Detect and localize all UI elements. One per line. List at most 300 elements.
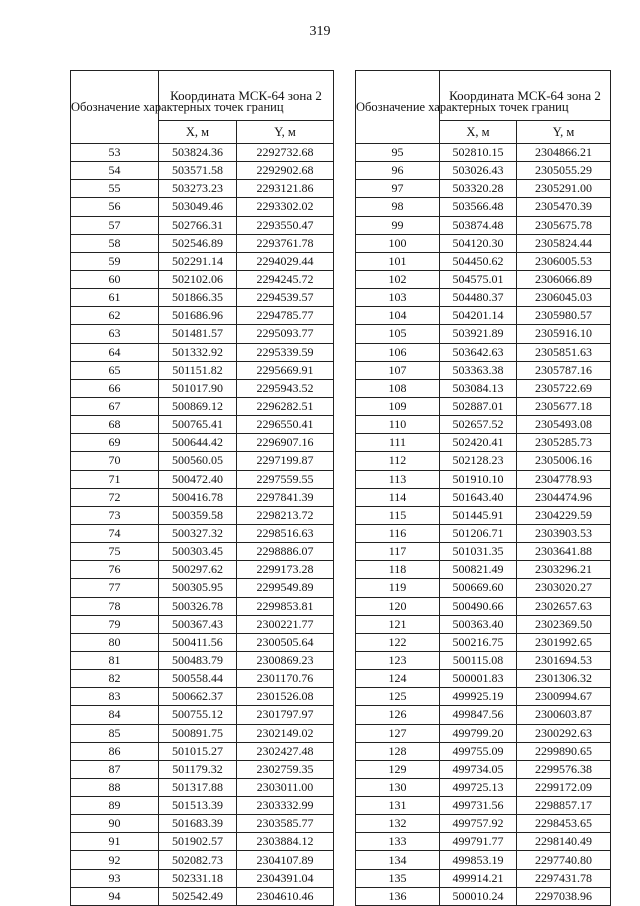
x-value: 501445.91: [440, 506, 517, 524]
table-row: [71, 633, 334, 651]
point-id: 83: [71, 688, 159, 706]
y-value: 2295093.77: [237, 325, 334, 343]
header-y: Y, м: [237, 121, 334, 144]
table-row: [356, 597, 611, 615]
x-value: 503642.63: [440, 343, 517, 361]
x-value: 501017.90: [159, 379, 237, 397]
x-value: 502546.89: [159, 234, 237, 252]
table-row: [71, 706, 334, 724]
table-row: [71, 162, 334, 180]
table-row: [356, 833, 611, 851]
x-value: 500010.24: [440, 887, 517, 905]
x-value: 502291.14: [159, 252, 237, 270]
x-value: 500490.66: [440, 597, 517, 615]
x-value: 500327.32: [159, 524, 237, 542]
table-row: [356, 289, 611, 307]
point-id: 127: [356, 724, 440, 742]
x-value: 501643.40: [440, 488, 517, 506]
point-id: 109: [356, 397, 440, 415]
point-id: 106: [356, 343, 440, 361]
y-value: 2303020.27: [517, 579, 611, 597]
x-value: 501332.92: [159, 343, 237, 361]
table-row: [356, 270, 611, 288]
x-value: 501866.35: [159, 289, 237, 307]
x-value: 500560.05: [159, 452, 237, 470]
y-value: 2298453.65: [517, 815, 611, 833]
table-row: [71, 379, 334, 397]
x-value: 500472.40: [159, 470, 237, 488]
point-id: 114: [356, 488, 440, 506]
point-id: 93: [71, 869, 159, 887]
y-value: 2300221.77: [237, 615, 334, 633]
point-id: 63: [71, 325, 159, 343]
table-row: [356, 742, 611, 760]
table-row: [71, 851, 334, 869]
x-value: 499731.56: [440, 797, 517, 815]
point-id: 62: [71, 307, 159, 325]
x-value: 502420.41: [440, 434, 517, 452]
x-value: 501902.57: [159, 833, 237, 851]
y-value: 2300869.23: [237, 651, 334, 669]
x-value: 502810.15: [440, 144, 517, 162]
y-value: 2305787.16: [517, 361, 611, 379]
table-row: [356, 452, 611, 470]
x-value: 500367.43: [159, 615, 237, 633]
y-value: 2305055.29: [517, 162, 611, 180]
table-row: [71, 887, 334, 905]
table-row: [356, 234, 611, 252]
x-value: 499799.20: [440, 724, 517, 742]
y-value: 2305291.00: [517, 180, 611, 198]
table-row: [356, 579, 611, 597]
point-id: 102: [356, 270, 440, 288]
y-value: 2292902.68: [237, 162, 334, 180]
point-id: 120: [356, 597, 440, 615]
y-value: 2303585.77: [237, 815, 334, 833]
x-value: 500305.95: [159, 579, 237, 597]
point-id: 81: [71, 651, 159, 669]
table-row: [356, 379, 611, 397]
table-row: [356, 633, 611, 651]
table-row: [356, 307, 611, 325]
x-value: 503049.46: [159, 198, 237, 216]
point-id: 117: [356, 543, 440, 561]
table-row: [71, 833, 334, 851]
table-row: [71, 216, 334, 234]
table-row: [356, 869, 611, 887]
y-value: 2305722.69: [517, 379, 611, 397]
point-id: 58: [71, 234, 159, 252]
y-value: 2295669.91: [237, 361, 334, 379]
table-row: [356, 724, 611, 742]
x-value: 500416.78: [159, 488, 237, 506]
y-value: 2296907.16: [237, 434, 334, 452]
table-row: [356, 343, 611, 361]
table-row: [71, 289, 334, 307]
x-value: 500303.45: [159, 543, 237, 561]
y-value: 2304866.21: [517, 144, 611, 162]
table-row: [71, 343, 334, 361]
table-row: [356, 470, 611, 488]
x-value: 501481.57: [159, 325, 237, 343]
y-value: 2301694.53: [517, 651, 611, 669]
y-value: 2293761.78: [237, 234, 334, 252]
y-value: 2305824.44: [517, 234, 611, 252]
x-value: 499725.13: [440, 778, 517, 796]
y-value: 2301797.97: [237, 706, 334, 724]
point-id: 91: [71, 833, 159, 851]
point-id: 125: [356, 688, 440, 706]
page-number: 319: [309, 24, 331, 39]
table-row: [71, 470, 334, 488]
table-row: [71, 488, 334, 506]
x-value: 500359.58: [159, 506, 237, 524]
x-value: 500644.42: [159, 434, 237, 452]
point-id: 101: [356, 252, 440, 270]
table-row: [71, 688, 334, 706]
table-row: [71, 270, 334, 288]
table-row: [71, 797, 334, 815]
table-row: [356, 361, 611, 379]
y-value: 2304229.59: [517, 506, 611, 524]
x-value: 503571.58: [159, 162, 237, 180]
y-value: 2299853.81: [237, 597, 334, 615]
x-value: 503824.36: [159, 144, 237, 162]
point-id: 111: [356, 434, 440, 452]
x-value: 500001.83: [440, 670, 517, 688]
point-id: 56: [71, 198, 159, 216]
table-row: [71, 434, 334, 452]
point-id: 131: [356, 797, 440, 815]
x-value: 503874.48: [440, 216, 517, 234]
y-value: 2300292.63: [517, 724, 611, 742]
table-row: [71, 597, 334, 615]
table-row: [356, 797, 611, 815]
y-value: 2302657.63: [517, 597, 611, 615]
table-row: [356, 198, 611, 216]
y-value: 2304610.46: [237, 887, 334, 905]
point-id: 71: [71, 470, 159, 488]
table-row: [71, 670, 334, 688]
header-point-label: Обозначение характерных точек границ: [356, 71, 440, 144]
y-value: 2301992.65: [517, 633, 611, 651]
y-value: 2303884.12: [237, 833, 334, 851]
x-value: 501513.39: [159, 797, 237, 815]
point-id: 122: [356, 633, 440, 651]
table-row: [71, 815, 334, 833]
x-value: 502082.73: [159, 851, 237, 869]
y-value: 2299576.38: [517, 760, 611, 778]
y-value: 2292732.68: [237, 144, 334, 162]
point-id: 68: [71, 416, 159, 434]
point-id: 94: [71, 887, 159, 905]
y-value: 2295943.52: [237, 379, 334, 397]
table-row: [356, 488, 611, 506]
point-id: 88: [71, 778, 159, 796]
y-value: 2299549.89: [237, 579, 334, 597]
table-row: [356, 887, 611, 905]
table-row: [356, 688, 611, 706]
header-coord-system: Координата МСК-64 зона 2: [440, 71, 611, 121]
x-value: 501015.27: [159, 742, 237, 760]
point-id: 61: [71, 289, 159, 307]
x-value: 500216.75: [440, 633, 517, 651]
x-value: 503363.38: [440, 361, 517, 379]
point-id: 98: [356, 198, 440, 216]
table-row: [356, 615, 611, 633]
table-row: [356, 325, 611, 343]
y-value: 2297199.87: [237, 452, 334, 470]
table-row: [71, 506, 334, 524]
table-row: [71, 144, 334, 162]
y-value: 2302759.35: [237, 760, 334, 778]
point-id: 99: [356, 216, 440, 234]
y-value: 2303332.99: [237, 797, 334, 815]
table-row: [71, 416, 334, 434]
x-value: 501686.96: [159, 307, 237, 325]
point-id: 96: [356, 162, 440, 180]
table-row: [356, 162, 611, 180]
table-row: [356, 851, 611, 869]
point-id: 108: [356, 379, 440, 397]
point-id: 113: [356, 470, 440, 488]
point-id: 130: [356, 778, 440, 796]
point-id: 75: [71, 543, 159, 561]
point-id: 129: [356, 760, 440, 778]
y-value: 2298140.49: [517, 833, 611, 851]
point-id: 112: [356, 452, 440, 470]
point-id: 59: [71, 252, 159, 270]
y-value: 2306066.89: [517, 270, 611, 288]
y-value: 2297559.55: [237, 470, 334, 488]
table-row: [356, 434, 611, 452]
point-id: 77: [71, 579, 159, 597]
point-id: 72: [71, 488, 159, 506]
y-value: 2298516.63: [237, 524, 334, 542]
x-value: 500297.62: [159, 561, 237, 579]
point-id: 89: [71, 797, 159, 815]
point-id: 79: [71, 615, 159, 633]
header-coord-system: Координата МСК-64 зона 2: [159, 71, 334, 121]
point-id: 65: [71, 361, 159, 379]
table-row: [356, 670, 611, 688]
y-value: 2299890.65: [517, 742, 611, 760]
point-id: 82: [71, 670, 159, 688]
y-value: 2296282.51: [237, 397, 334, 415]
table-row: [71, 651, 334, 669]
x-value: 500765.41: [159, 416, 237, 434]
table-row: [71, 579, 334, 597]
table-row: [356, 543, 611, 561]
point-id: 104: [356, 307, 440, 325]
table-row: [71, 524, 334, 542]
point-id: 67: [71, 397, 159, 415]
y-value: 2305285.73: [517, 434, 611, 452]
table-row: [71, 561, 334, 579]
table-row: [356, 651, 611, 669]
table-row: [356, 561, 611, 579]
y-value: 2305006.16: [517, 452, 611, 470]
x-value: 501031.35: [440, 543, 517, 561]
point-id: 115: [356, 506, 440, 524]
y-value: 2293302.02: [237, 198, 334, 216]
point-id: 66: [71, 379, 159, 397]
point-id: 107: [356, 361, 440, 379]
point-id: 123: [356, 651, 440, 669]
y-value: 2305677.18: [517, 397, 611, 415]
x-value: 500891.75: [159, 724, 237, 742]
y-value: 2303641.88: [517, 543, 611, 561]
x-value: 500669.60: [440, 579, 517, 597]
point-id: 132: [356, 815, 440, 833]
y-value: 2293121.86: [237, 180, 334, 198]
y-value: 2305493.08: [517, 416, 611, 434]
table-row: [356, 815, 611, 833]
point-id: 95: [356, 144, 440, 162]
x-value: 504201.14: [440, 307, 517, 325]
header-y: Y, м: [517, 121, 611, 144]
point-id: 78: [71, 597, 159, 615]
y-value: 2295339.59: [237, 343, 334, 361]
y-value: 2300994.67: [517, 688, 611, 706]
table-row: [71, 252, 334, 270]
x-value: 503084.13: [440, 379, 517, 397]
x-value: 501179.32: [159, 760, 237, 778]
y-value: 2301306.32: [517, 670, 611, 688]
x-value: 501151.82: [159, 361, 237, 379]
point-id: 136: [356, 887, 440, 905]
x-value: 500869.12: [159, 397, 237, 415]
point-id: 118: [356, 561, 440, 579]
point-id: 64: [71, 343, 159, 361]
y-value: 2297431.78: [517, 869, 611, 887]
x-value: 504450.62: [440, 252, 517, 270]
y-value: 2294539.57: [237, 289, 334, 307]
y-value: 2299173.28: [237, 561, 334, 579]
y-value: 2304391.04: [237, 869, 334, 887]
table-row: [71, 361, 334, 379]
y-value: 2304474.96: [517, 488, 611, 506]
y-value: 2296550.41: [237, 416, 334, 434]
y-value: 2297740.80: [517, 851, 611, 869]
point-id: 124: [356, 670, 440, 688]
table-row: [71, 724, 334, 742]
y-value: 2301170.76: [237, 670, 334, 688]
table-row: [356, 144, 611, 162]
point-id: 73: [71, 506, 159, 524]
x-value: 499914.21: [440, 869, 517, 887]
point-id: 121: [356, 615, 440, 633]
x-value: 500115.08: [440, 651, 517, 669]
y-value: 2302427.48: [237, 742, 334, 760]
x-value: 500483.79: [159, 651, 237, 669]
point-id: 87: [71, 760, 159, 778]
x-value: 499853.19: [440, 851, 517, 869]
x-value: 500662.37: [159, 688, 237, 706]
y-value: 2299172.09: [517, 778, 611, 796]
y-value: 2298857.17: [517, 797, 611, 815]
point-id: 55: [71, 180, 159, 198]
x-value: 503026.43: [440, 162, 517, 180]
table-row: [356, 416, 611, 434]
point-id: 53: [71, 144, 159, 162]
x-value: 503921.89: [440, 325, 517, 343]
x-value: 501910.10: [440, 470, 517, 488]
x-value: 499734.05: [440, 760, 517, 778]
x-value: 501683.39: [159, 815, 237, 833]
table-row: [71, 325, 334, 343]
table-row: [356, 252, 611, 270]
point-id: 119: [356, 579, 440, 597]
point-id: 86: [71, 742, 159, 760]
x-value: 502657.52: [440, 416, 517, 434]
point-id: 116: [356, 524, 440, 542]
x-value: 501206.71: [440, 524, 517, 542]
y-value: 2305980.57: [517, 307, 611, 325]
table-row: [356, 397, 611, 415]
table-row: [356, 760, 611, 778]
table-row: [71, 543, 334, 561]
y-value: 2305916.10: [517, 325, 611, 343]
coordinates-table-right: [355, 70, 611, 906]
x-value: 502128.23: [440, 452, 517, 470]
y-value: 2304107.89: [237, 851, 334, 869]
table-row: [71, 307, 334, 325]
y-value: 2305851.63: [517, 343, 611, 361]
point-id: 110: [356, 416, 440, 434]
point-id: 90: [71, 815, 159, 833]
point-id: 54: [71, 162, 159, 180]
point-id: 84: [71, 706, 159, 724]
y-value: 2303011.00: [237, 778, 334, 796]
y-value: 2302369.50: [517, 615, 611, 633]
x-value: 499925.19: [440, 688, 517, 706]
x-value: 503566.48: [440, 198, 517, 216]
point-id: 135: [356, 869, 440, 887]
point-id: 126: [356, 706, 440, 724]
y-value: 2306005.53: [517, 252, 611, 270]
point-id: 97: [356, 180, 440, 198]
point-id: 100: [356, 234, 440, 252]
table-row: [356, 180, 611, 198]
y-value: 2294029.44: [237, 252, 334, 270]
x-value: 504575.01: [440, 270, 517, 288]
x-value: 499757.92: [440, 815, 517, 833]
table-row: [356, 778, 611, 796]
x-value: 504120.30: [440, 234, 517, 252]
table-row: [356, 506, 611, 524]
x-value: 503320.28: [440, 180, 517, 198]
table-row: [71, 760, 334, 778]
point-id: 70: [71, 452, 159, 470]
header-point-label: Обозначение характерных точек границ: [71, 71, 159, 144]
table-row: [356, 216, 611, 234]
point-id: 103: [356, 289, 440, 307]
x-value: 499791.77: [440, 833, 517, 851]
y-value: 2305675.78: [517, 216, 611, 234]
y-value: 2301526.08: [237, 688, 334, 706]
y-value: 2303903.53: [517, 524, 611, 542]
point-id: 128: [356, 742, 440, 760]
table-row: [71, 615, 334, 633]
y-value: 2298886.07: [237, 543, 334, 561]
point-id: 92: [71, 851, 159, 869]
table-row: [71, 198, 334, 216]
table-row: [71, 452, 334, 470]
table-row: [71, 869, 334, 887]
y-value: 2297038.96: [517, 887, 611, 905]
x-value: 502102.06: [159, 270, 237, 288]
